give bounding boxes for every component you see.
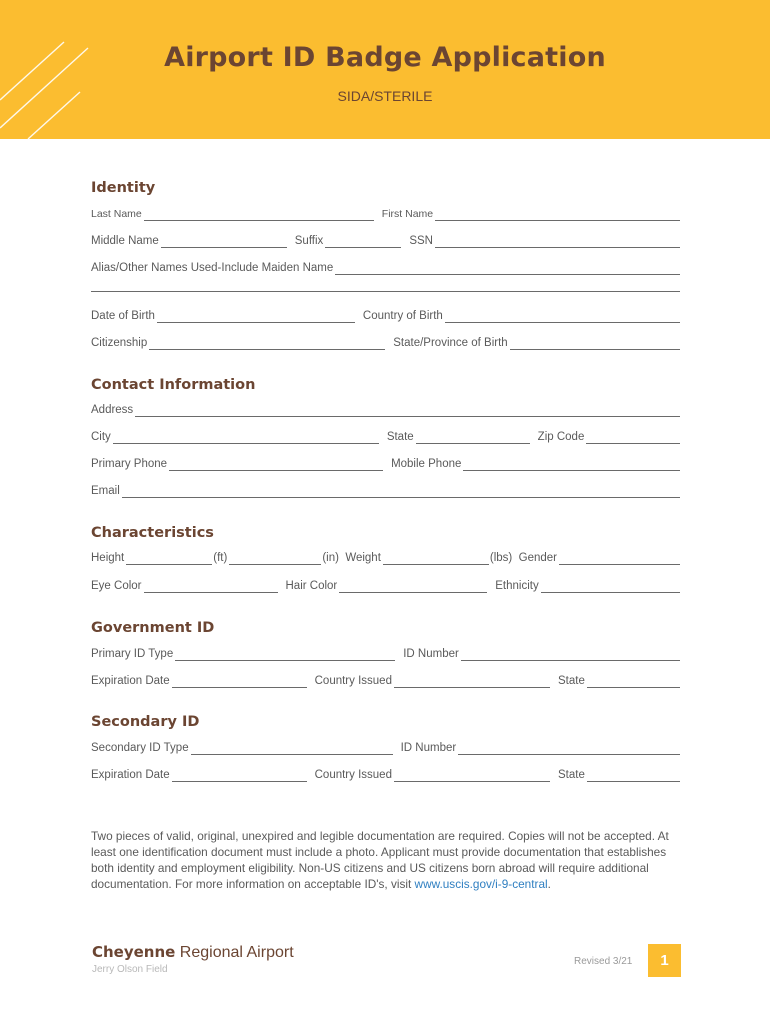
label-secondary-id-type: Secondary ID Type [91,742,189,754]
field-ssn[interactable] [435,237,680,248]
field-state[interactable] [416,433,530,444]
label-ethnicity: Ethnicity [495,580,539,592]
footer-logo [92,943,294,962]
row-email [91,480,680,498]
label-in-weight: (in) Weight [322,552,381,564]
label-first-name: First Name [381,208,434,220]
field-primary-id-type[interactable] [175,650,395,661]
row-sec-expiration [91,764,680,782]
row-eye-hair-ethnicity [91,575,680,593]
field-gov-id-number[interactable] [461,650,680,661]
page-title: Airport ID Badge Application [164,42,606,73]
label-middle-name: Middle Name [91,235,159,247]
field-email[interactable] [122,487,680,498]
brand-bold: Cheyenne [92,943,176,961]
revision-date: Revised 3/21 [574,956,633,967]
section-title-contact: Contact Information [91,377,256,393]
field-address[interactable] [135,406,680,417]
label-sec-country: Country Issued [314,769,392,781]
section-title-secondary-id: Secondary ID [91,714,200,730]
field-dob[interactable] [157,312,355,323]
label-gov-expiration: Expiration Date [91,675,170,687]
field-height-ft[interactable] [126,554,212,565]
label-ssn: SSN [409,235,433,247]
label-zip: Zip Code [537,431,585,443]
label-gov-id-number: ID Number [403,648,459,660]
field-height-in[interactable] [229,554,321,565]
label-lbs-gender: (lbs) Gender [489,552,558,564]
label-sec-id-number: ID Number [400,742,457,754]
field-sec-country[interactable] [394,771,550,782]
label-state-of-birth: State/Province of Birth [393,337,508,349]
label-city: City [91,431,111,443]
field-sec-state[interactable] [587,771,680,782]
field-mobile-phone[interactable] [463,460,680,471]
brand-rest: Regional Airport [175,944,294,961]
field-secondary-id-type[interactable] [191,744,393,755]
header-banner [0,0,770,139]
label-primary-id-type: Primary ID Type [91,648,174,660]
field-city[interactable] [113,433,379,444]
section-title-identity: Identity [91,180,156,196]
field-weight[interactable] [383,554,489,565]
row-city-state-zip [91,426,680,444]
row-height-weight-gender [91,547,680,565]
field-gender[interactable] [559,554,680,565]
notice-end: . [547,877,551,891]
label-address: Address [91,404,134,416]
label-last-name: Last Name [91,208,142,220]
row-phones [91,453,680,471]
label-gov-country: Country Issued [314,675,392,687]
row-middle-suffix-ssn [91,230,680,248]
field-alias[interactable] [335,264,680,275]
documentation-notice [91,828,691,892]
row-alias [91,257,680,275]
footer-logo-subtitle: Jerry Olson Field [92,964,168,975]
field-sec-expiration[interactable] [172,771,307,782]
label-citizenship: Citizenship [91,337,148,349]
field-first-name[interactable] [435,210,680,221]
field-ethnicity[interactable] [541,582,680,593]
row-address [91,399,680,417]
page-number: 1 [648,944,681,977]
row-gov-id-type [91,643,680,661]
field-alias-line-2[interactable] [91,291,680,292]
page-subtitle: SIDA/STERILE [337,88,433,104]
row-name [91,203,680,221]
field-country-of-birth[interactable] [445,312,680,323]
row-gov-expiration [91,670,680,688]
label-dob: Date of Birth [91,310,155,322]
section-title-government-id: Government ID [91,620,215,636]
label-eye-color: Eye Color [91,580,142,592]
field-gov-country[interactable] [394,677,550,688]
field-hair-color[interactable] [339,582,487,593]
label-gov-state: State [557,675,585,687]
field-middle-name[interactable] [161,237,287,248]
label-hair-color: Hair Color [285,580,338,592]
label-email: Email [91,485,120,497]
field-state-of-birth[interactable] [510,339,680,350]
label-suffix: Suffix [294,235,324,247]
label-ft: (ft) [213,552,228,564]
field-gov-state[interactable] [587,677,680,688]
label-country-of-birth: Country of Birth [362,310,443,322]
label-sec-expiration: Expiration Date [91,769,170,781]
label-primary-phone: Primary Phone [91,458,168,470]
field-primary-phone[interactable] [169,460,383,471]
row-citizenship [91,332,680,350]
label-alias: Alias/Other Names Used-Include Maiden Name [91,262,334,274]
field-eye-color[interactable] [144,582,278,593]
field-last-name[interactable] [144,210,374,221]
field-gov-expiration[interactable] [172,677,307,688]
field-zip[interactable] [586,433,680,444]
label-sec-state: State [557,769,585,781]
row-dob-country [91,305,680,323]
label-height: Height [91,552,125,564]
uscis-link[interactable]: www.uscis.gov/i-9-central [414,877,548,891]
field-suffix[interactable] [325,237,401,248]
field-citizenship[interactable] [149,339,385,350]
label-mobile-phone: Mobile Phone [391,458,462,470]
notice-text: Two pieces of valid, original, unexpired and legible documentation are required. Copies will not be accepted. At least one identification document must include a photo. Applicant must provide documentation that establishes both identity and employment eligibility. Non-US citizens and US citizens born abroad will require additional documentation. For more information on acceptable ID's, visit [91,829,669,891]
field-sec-id-number[interactable] [458,744,680,755]
row-sec-id-type [91,737,680,755]
label-state: State [386,431,414,443]
section-title-characteristics: Characteristics [91,525,214,541]
